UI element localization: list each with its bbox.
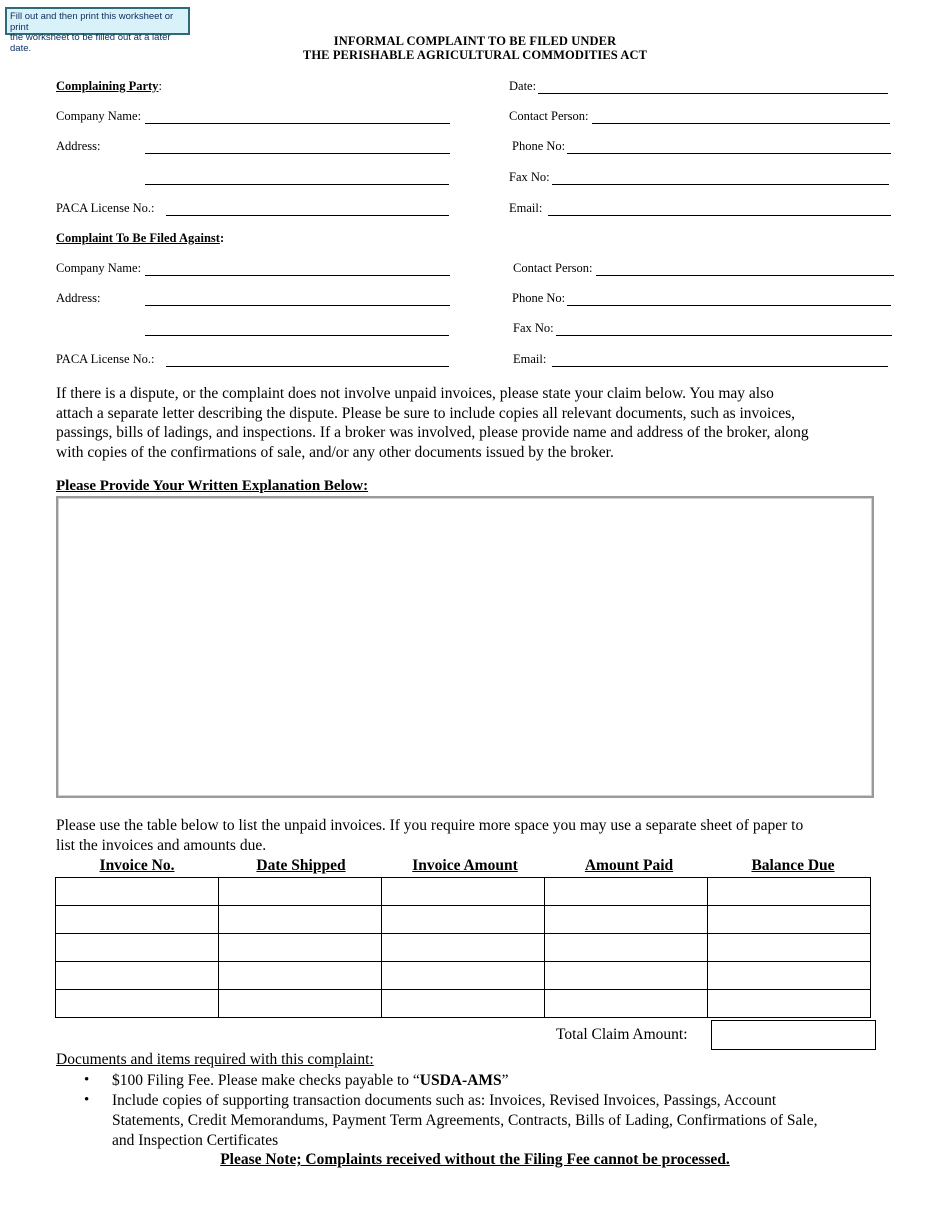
balance-due-cell[interactable] <box>708 878 871 906</box>
cp-paca-license-label: PACA License No.: <box>56 201 155 215</box>
invoice-no-cell[interactable] <box>56 990 219 1018</box>
col-header-date-shipped: Date Shipped <box>256 857 346 874</box>
col-header-balance-due: Balance Due <box>751 857 835 874</box>
ca-company-name-field[interactable] <box>145 275 450 276</box>
date-shipped-cell[interactable] <box>219 906 382 934</box>
invoice-no-cell[interactable] <box>56 934 219 962</box>
ca-contact-person-label: Contact Person: <box>513 261 593 275</box>
cp-contact-person-label: Contact Person: <box>509 109 589 123</box>
bullet-icon: • <box>84 1072 90 1088</box>
date-shipped-cell[interactable] <box>219 934 382 962</box>
cp-email-field[interactable] <box>548 215 891 216</box>
table-row <box>56 878 871 906</box>
form-title-line-2: THE PERISHABLE AGRICULTURAL COMMODITIES ACT <box>302 48 648 62</box>
table-intro-line-1: Please use the table below to list the unpaid invoices. If you require more space you may use a separate sheet of paper to <box>56 817 804 834</box>
col-header-invoice-amount: Invoice Amount <box>412 857 518 874</box>
cp-company-name-label: Company Name: <box>56 109 142 123</box>
invoice-amount-cell[interactable] <box>382 934 545 962</box>
ca-phone-label: Phone No: <box>512 291 566 305</box>
ca-paca-license-label: PACA License No.: <box>56 352 155 366</box>
invoice-table <box>55 877 871 1018</box>
amount-paid-cell[interactable] <box>545 962 708 990</box>
supporting-docs-line-1: Include copies of supporting transaction documents such as: Invoices, Revised Invoices, Passings, Account <box>112 1092 777 1109</box>
invoice-amount-cell[interactable] <box>382 990 545 1018</box>
ca-fax-label: Fax No: <box>513 321 554 335</box>
table-row <box>56 906 871 934</box>
invoice-no-cell[interactable] <box>56 878 219 906</box>
ca-email-field[interactable] <box>552 366 888 367</box>
cp-phone-field[interactable] <box>567 153 891 154</box>
supporting-docs-line-3: and Inspection Certificates <box>112 1131 279 1149</box>
ca-contact-person-field[interactable] <box>596 275 894 276</box>
print-instruction-note[interactable] <box>5 7 190 54</box>
ca-address-field-1[interactable] <box>145 305 450 306</box>
ca-fax-field[interactable] <box>556 335 892 336</box>
supporting-docs-line-2: Statements, Credit Memorandums, Payment Term Agreements, Contracts, Bills of Lading, Confirmations of Sale, <box>112 1111 818 1129</box>
ca-paca-license-field[interactable] <box>166 366 449 367</box>
cp-date-label: Date: <box>509 79 537 93</box>
col-header-invoice-no: Invoice No. <box>99 857 175 874</box>
balance-due-cell[interactable] <box>708 990 871 1018</box>
col-header-amount-paid: Amount Paid <box>584 857 674 874</box>
balance-due-cell[interactable] <box>708 906 871 934</box>
amount-paid-cell[interactable] <box>545 906 708 934</box>
documents-heading: Documents and items required with this complaint: <box>56 1051 374 1068</box>
table-row <box>56 934 871 962</box>
note-line-2: the worksheet to be filled out at a later date. <box>10 32 171 54</box>
table-instructions <box>56 816 803 855</box>
total-claim-field[interactable] <box>711 1020 876 1050</box>
date-shipped-cell[interactable] <box>219 962 382 990</box>
complaint-against-heading: Complaint To Be Filed Against: <box>56 231 225 245</box>
cp-contact-person-field[interactable] <box>592 123 890 124</box>
ca-email-label: Email: <box>513 352 547 366</box>
balance-due-cell[interactable] <box>708 962 871 990</box>
dispute-line-4: with copies of the confirmations of sale, and/or any other documents issued by the broker. <box>56 443 614 461</box>
cp-company-name-field[interactable] <box>145 123 450 124</box>
invoice-amount-cell[interactable] <box>382 878 545 906</box>
cp-email-label: Email: <box>509 201 543 215</box>
cp-paca-license-field[interactable] <box>166 215 449 216</box>
date-shipped-cell[interactable] <box>219 990 382 1018</box>
dispute-line-1: If there is a dispute, or the complaint does not involve unpaid invoices, please state your claim below. You may also <box>56 385 774 402</box>
invoice-no-cell[interactable] <box>56 906 219 934</box>
dispute-instructions <box>56 384 809 462</box>
table-intro-line-2: list the invoices and amounts due. <box>56 836 267 854</box>
ca-phone-field[interactable] <box>567 305 891 306</box>
note-line-1: Fill out and then print this worksheet or print <box>10 11 174 33</box>
total-claim-label: Total Claim Amount: <box>556 1026 688 1043</box>
date-shipped-cell[interactable] <box>219 878 382 906</box>
table-row <box>56 962 871 990</box>
balance-due-cell[interactable] <box>708 934 871 962</box>
amount-paid-cell[interactable] <box>545 878 708 906</box>
explanation-textarea-inner <box>58 498 872 796</box>
explanation-heading: Please Provide Your Written Explanation Below: <box>56 478 369 494</box>
filing-fee-item: $100 Filing Fee. Please make checks payable to “USDA-AMS” <box>112 1072 509 1089</box>
amount-paid-cell[interactable] <box>545 934 708 962</box>
ca-address-field-2[interactable] <box>145 335 449 336</box>
cp-address-field-2[interactable] <box>145 184 449 185</box>
cp-fax-label: Fax No: <box>509 170 550 184</box>
form-title-line-1: INFORMAL COMPLAINT TO BE FILED UNDER <box>333 34 617 48</box>
dispute-line-3: passings, bills of ladings, and inspections. If a broker was involved, please provide name and address of the broker, along <box>56 424 809 442</box>
cp-fax-field[interactable] <box>552 184 889 185</box>
bullet-icon: • <box>84 1092 90 1108</box>
invoice-amount-cell[interactable] <box>382 962 545 990</box>
cp-address-label: Address: <box>56 139 101 153</box>
dispute-line-2: attach a separate letter describing the dispute. Please be sure to include copies all relevant documents, such as invoices, <box>56 404 796 422</box>
table-row <box>56 990 871 1018</box>
invoice-amount-cell[interactable] <box>382 906 545 934</box>
amount-paid-cell[interactable] <box>545 990 708 1018</box>
cp-phone-label: Phone No: <box>512 139 566 153</box>
complaining-party-heading: Complaining Party: <box>56 79 162 93</box>
supporting-docs-item <box>112 1091 818 1150</box>
ca-address-label: Address: <box>56 291 101 305</box>
ca-company-name-label: Company Name: <box>56 261 142 275</box>
cp-date-field[interactable] <box>538 93 888 94</box>
cp-address-field-1[interactable] <box>145 153 450 154</box>
invoice-no-cell[interactable] <box>56 962 219 990</box>
filing-fee-warning: Please Note; Complaints received without the Filing Fee cannot be processed. <box>220 1151 730 1168</box>
